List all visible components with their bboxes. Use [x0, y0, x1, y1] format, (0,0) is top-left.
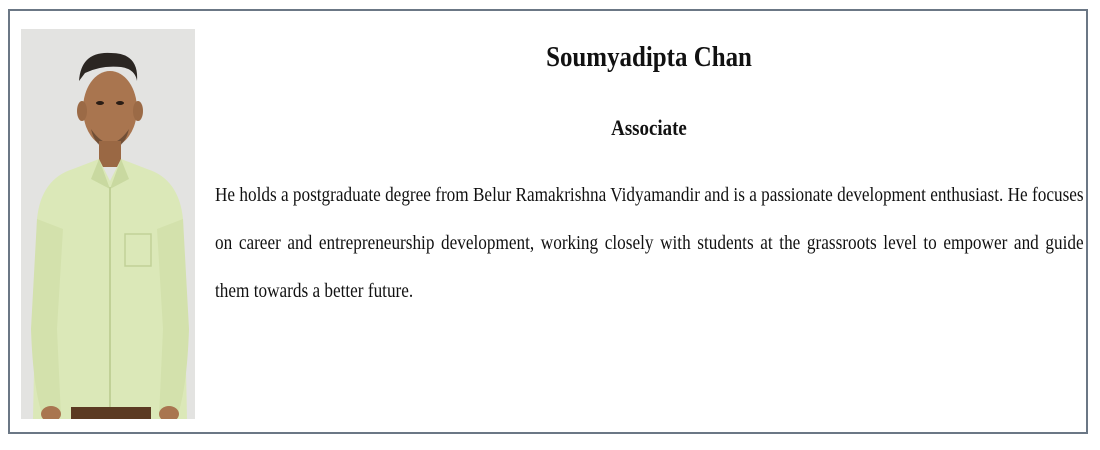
person-photo-icon	[21, 29, 195, 419]
profile-bio: He holds a postgraduate degree from Belur Ramakrishna Vidyamandir and is a passionate development enthusiast. He focuses on career and entrepreneurship development, working closely with students at the grassroots level to empower and guide them towards a better future.	[215, 184, 1084, 302]
profile-role: Associate	[611, 115, 687, 140]
profile-name: Soumyadipta Chan	[546, 41, 752, 73]
profile-card	[8, 9, 1088, 434]
profile-photo	[21, 29, 195, 419]
profile-content	[215, 33, 1083, 335]
